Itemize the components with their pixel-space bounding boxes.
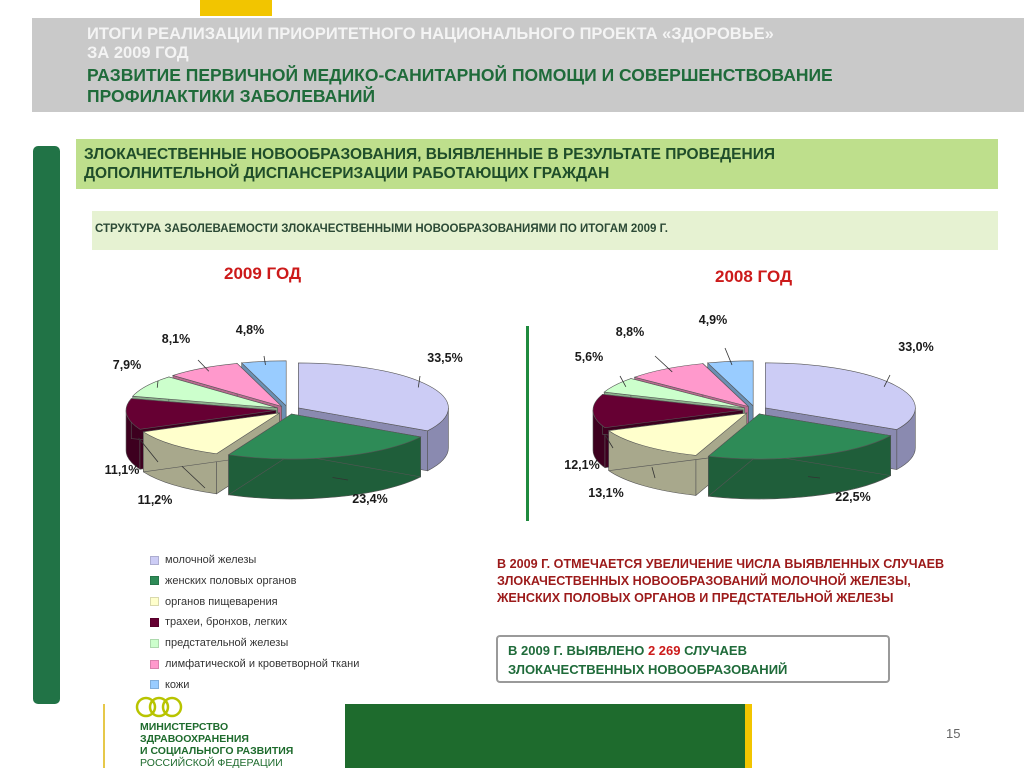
legend-item xyxy=(150,574,297,588)
data-label: 11,2% xyxy=(137,493,173,507)
data-label: 11,1% xyxy=(104,463,140,477)
data-label: 22,5% xyxy=(835,490,871,504)
ministry-logo-text xyxy=(140,721,293,768)
data-label: 33,5% xyxy=(427,351,463,365)
data-label: 5,6% xyxy=(574,350,604,364)
legend-swatch xyxy=(150,597,159,606)
pie-2008 xyxy=(564,313,933,504)
ministry-emblem-icon xyxy=(134,692,184,722)
data-label: 23,4% xyxy=(352,492,388,506)
logo-line-2: ЗДРАВООХРАНЕНИЯ xyxy=(140,733,249,745)
header-title-line-1: ИТОГИ РЕАЛИЗАЦИИ ПРИОРИТЕТНОГО НАЦИОНАЛЬНОГО ПРОЕКТА «ЗДОРОВЬЕ» xyxy=(87,25,774,43)
trend-note: В 2009 Г. ОТМЕЧАЕТСЯ УВЕЛИЧЕНИЕ ЧИСЛА ВЫЯВЛЕННЫХ СЛУЧАЕВ ЗЛОКАЧЕСТВЕННЫХ НОВООБРАЗОВАНИЙ МОЛОЧНОЙ ЖЕЛЕЗЫ, ЖЕНСКИХ ПОЛОВЫХ ОРГАНОВ И ПРЕДСТАТЕЛЬНОЙ ЖЕЛЕЗЫ xyxy=(497,557,945,605)
chart-title-2008: 2008 ГОД xyxy=(715,267,793,286)
page-number: 15 xyxy=(946,726,961,741)
header-subtitle-line-2: ПРОФИЛАКТИКИ ЗАБОЛЕВАНИЙ xyxy=(87,86,376,106)
pie-2009 xyxy=(105,323,463,507)
chart-caption-text: СТРУКТУРА ЗАБОЛЕВАЕМОСТИ ЗЛОКАЧЕСТВЕННЫМИ НОВООБРАЗОВАНИЯМИ ПО ИТОГАМ 2009 Г. xyxy=(95,223,668,235)
legend-label: лимфатической и кроветворной ткани xyxy=(165,658,360,670)
legend-label: кожи xyxy=(165,678,190,691)
legend-label: женских половых органов xyxy=(165,574,297,587)
cases-summary-box xyxy=(496,635,890,683)
legend-item xyxy=(150,595,278,609)
legend-item xyxy=(150,553,256,567)
data-label: 33,0% xyxy=(898,340,934,354)
cases-summary-prefix: В 2009 Г. ВЫЯВЛЕНО xyxy=(508,643,648,658)
data-label: 4,8% xyxy=(235,323,265,337)
cases-summary-line-2: ЗЛОКАЧЕСТВЕННЫХ НОВООБРАЗОВАНИЙ xyxy=(508,662,788,677)
legend-label: предстательной железы xyxy=(165,637,289,650)
legend-swatch xyxy=(150,556,159,565)
logo-line-3: И СОЦИАЛЬНОГО РАЗВИТИЯ xyxy=(140,745,294,757)
legend-label: органов пищеварения xyxy=(165,595,278,608)
footer-accent-line xyxy=(103,704,105,768)
data-label: 7,9% xyxy=(112,358,142,372)
data-label: 8,1% xyxy=(161,332,191,346)
legend-swatch xyxy=(150,680,159,689)
legend-item xyxy=(150,678,189,692)
chart-title-2009: 2009 ГОД xyxy=(224,264,302,283)
cases-count: 2 269 xyxy=(647,643,681,658)
footer-green-bar xyxy=(345,704,745,768)
logo-line-4: РОССИЙСКОЙ ФЕДЕРАЦИИ xyxy=(140,757,283,768)
section-title-line-1: ЗЛОКАЧЕСТВЕННЫЕ НОВООБРАЗОВАНИЯ, ВЫЯВЛЕННЫЕ В РЕЗУЛЬТАТЕ ПРОВЕДЕНИЯ xyxy=(84,146,775,163)
legend-label: молочной железы xyxy=(165,554,257,566)
data-label: 8,8% xyxy=(615,325,645,339)
cases-summary-line-1 xyxy=(508,643,747,658)
footer-yellow-bar xyxy=(745,704,752,768)
legend-swatch xyxy=(150,618,159,627)
legend-item xyxy=(150,636,288,650)
data-label: 4,9% xyxy=(698,313,728,327)
legend-item xyxy=(150,615,287,629)
data-label: 13,1% xyxy=(588,486,624,500)
data-label: 12,1% xyxy=(564,458,600,472)
header-title-line-2: ЗА 2009 ГОД xyxy=(87,44,189,62)
legend-swatch xyxy=(150,639,159,648)
header-subtitle-line-1: РАЗВИТИЕ ПЕРВИЧНОЙ МЕДИКО-САНИТАРНОЙ ПОМОЩИ И СОВЕРШЕНСТВОВАНИЕ xyxy=(87,65,833,85)
legend-swatch xyxy=(150,660,159,669)
logo-line-1: МИНИСТЕРСТВО xyxy=(140,721,229,733)
section-title-line-2: ДОПОЛНИТЕЛЬНОЙ ДИСПАНСЕРИЗАЦИИ РАБОТАЮЩИХ ГРАЖДАН xyxy=(84,165,610,182)
legend-item xyxy=(150,657,359,671)
cases-summary-suffix: СЛУЧАЕВ xyxy=(680,643,747,658)
legend-swatch xyxy=(150,576,159,585)
legend-label: трахеи, бронхов, легких xyxy=(165,616,288,629)
